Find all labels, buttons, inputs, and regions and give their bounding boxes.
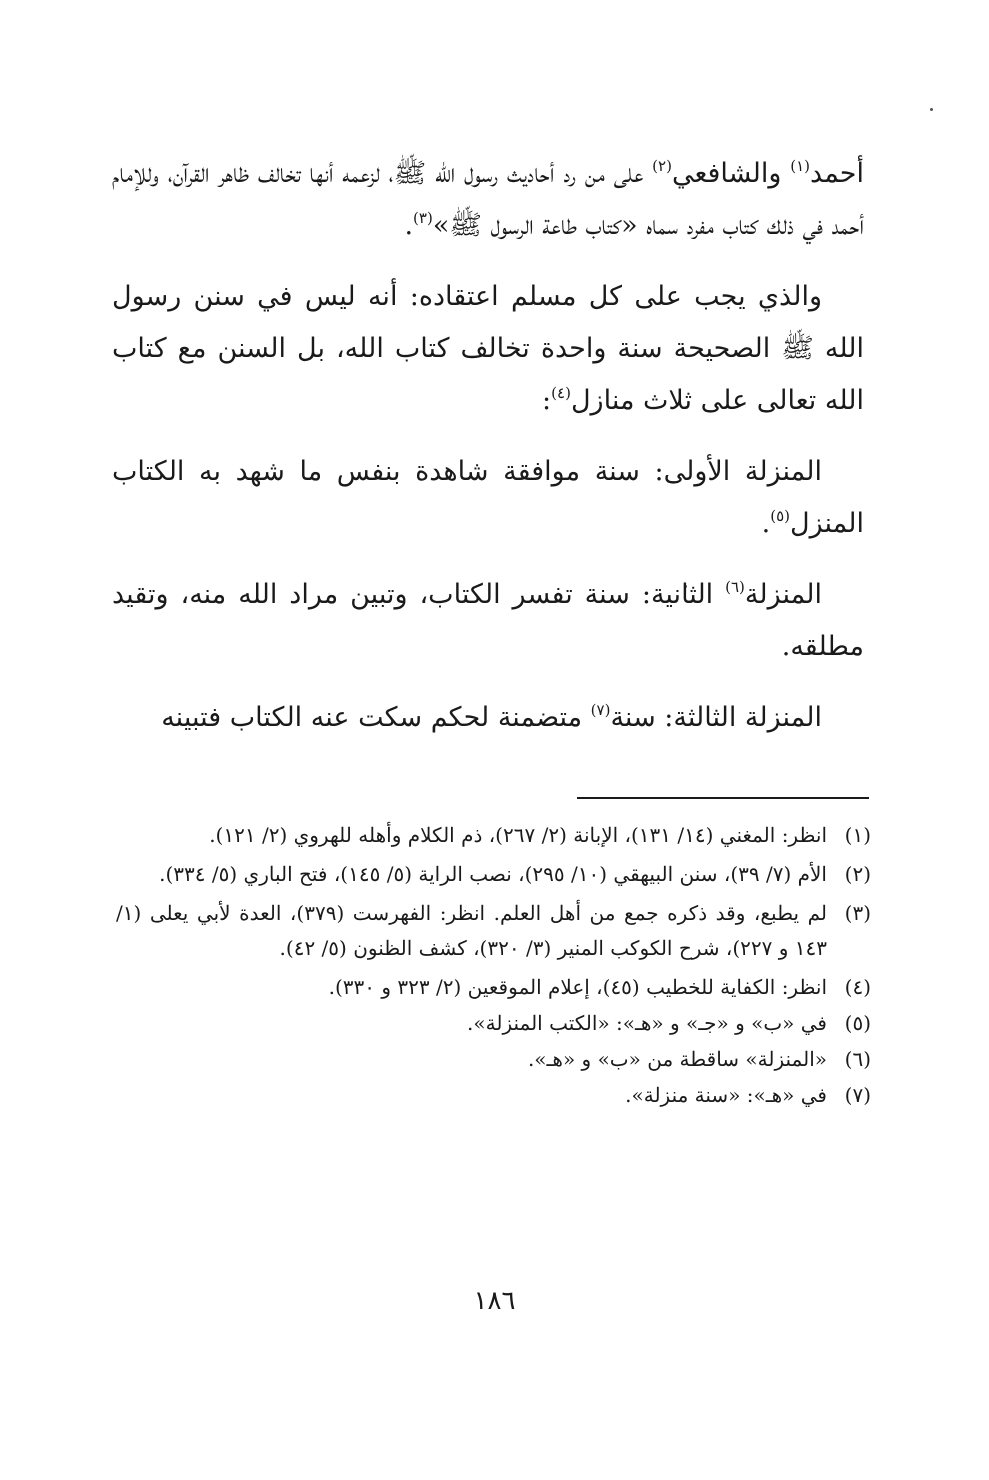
footnote [116, 857, 871, 892]
footnote-marker: (٢) [652, 157, 672, 175]
footnote-text: انظر: المغني (١٤/ ١٣١)، الإبانة (٢/ ٢٦٧)، ذم الكلام وأهله للهروي (٢/ ١٢١). [209, 823, 827, 847]
footnote-text: لم يطبع، وقد ذكره جمع من أهل العلم. انظر: الفهرست (٣٧٩)، العدة لأبي يعلى (١/ ١٤٣ و ٢٢٧)، شرح الكوكب المنير (٣/ ٣٢٠)، كشف الظنون (٥/ ٤٢). [116, 901, 827, 960]
footnote-number: (٧) [844, 1083, 871, 1107]
footnote-marker: (٧) [590, 701, 611, 719]
footnote-number: (٣) [844, 901, 871, 925]
footnote-marker: (١) [790, 157, 811, 175]
paragraph: المنزلة$^{(٦)}$ الثانية: سنة تفسر الكتاب، وتبين مراد الله منه، وتقيد مطلقه. [112, 578, 864, 662]
footnote [116, 818, 871, 853]
footnote-marker: (٥) [770, 507, 790, 525]
footnotes [116, 818, 871, 1114]
scan-speck [930, 108, 933, 111]
footnote-marker: (٣) [413, 209, 433, 227]
footnote-number: (٤) [844, 975, 871, 999]
footnote-marker: (٦) [725, 578, 745, 596]
footnote-marker: (٤) [551, 384, 571, 402]
footnote-text: في «ب» و «جـ» و «هـ»: «الكتب المنزلة». [467, 1011, 827, 1035]
footnote [116, 1006, 871, 1040]
footnote-number: (٥) [844, 1011, 871, 1035]
footnote-text: في «هـ»: «سنة منزلة». [625, 1083, 827, 1107]
footnote [116, 1078, 871, 1112]
footnote [116, 896, 871, 966]
footnote-number: (٢) [844, 862, 871, 886]
main-text [112, 148, 864, 763]
footnote-text: انظر: الكفاية للخطيب (٤٥)، إعلام الموقعين (٢/ ٣٢٣ و ٣٣٠). [328, 975, 827, 999]
footnote [116, 1042, 871, 1076]
paragraph: المنزلة الأولى: سنة موافقة شاهدة بنفس ما شهد به الكتاب المنزل$^{(٥)}$. [112, 456, 864, 539]
footnote-number: (١) [844, 823, 871, 847]
footnote-divider [577, 797, 869, 799]
paragraph: والذي يجب على كل مسلم اعتقاده: أنه ليس في سنن رسول الله ﷺ الصحيحة سنة واحدة تخالف كتاب الله، بل السنن مع كتاب الله تعالى على ثلاث منازل$^{(٤)}$: [112, 281, 864, 416]
page-number: ١٨٦ [473, 1286, 516, 1316]
footnote-text: الأم (٧/ ٣٩)، سنن البيهقي (١٠/ ٢٩٥)، نصب الراية (٥/ ١٤٥)، فتح الباري (٥/ ٣٣٤). [159, 862, 827, 886]
footnote-number: (٦) [844, 1047, 871, 1071]
paragraph: أحمد$^{(١)}$ والشافعي$^{(٢)}$ على من رد أحاديث رسول الله ﷺ، لزعمه أنها تخالف ظاهر القرآن، وللإمام أحمد في ذلك كتاب مفرد سماه «كتاب طاعة الرسول ﷺ»$^{(٣)}$. [112, 157, 864, 241]
footnote-text: «المنزلة» ساقطة من «ب» و «هـ». [527, 1047, 827, 1071]
footnote [116, 970, 871, 1004]
paragraph: المنزلة الثالثة: سنة$^{(٧)}$ متضمنة لحكم سكت عنه الكتاب فتبينه [161, 701, 822, 733]
